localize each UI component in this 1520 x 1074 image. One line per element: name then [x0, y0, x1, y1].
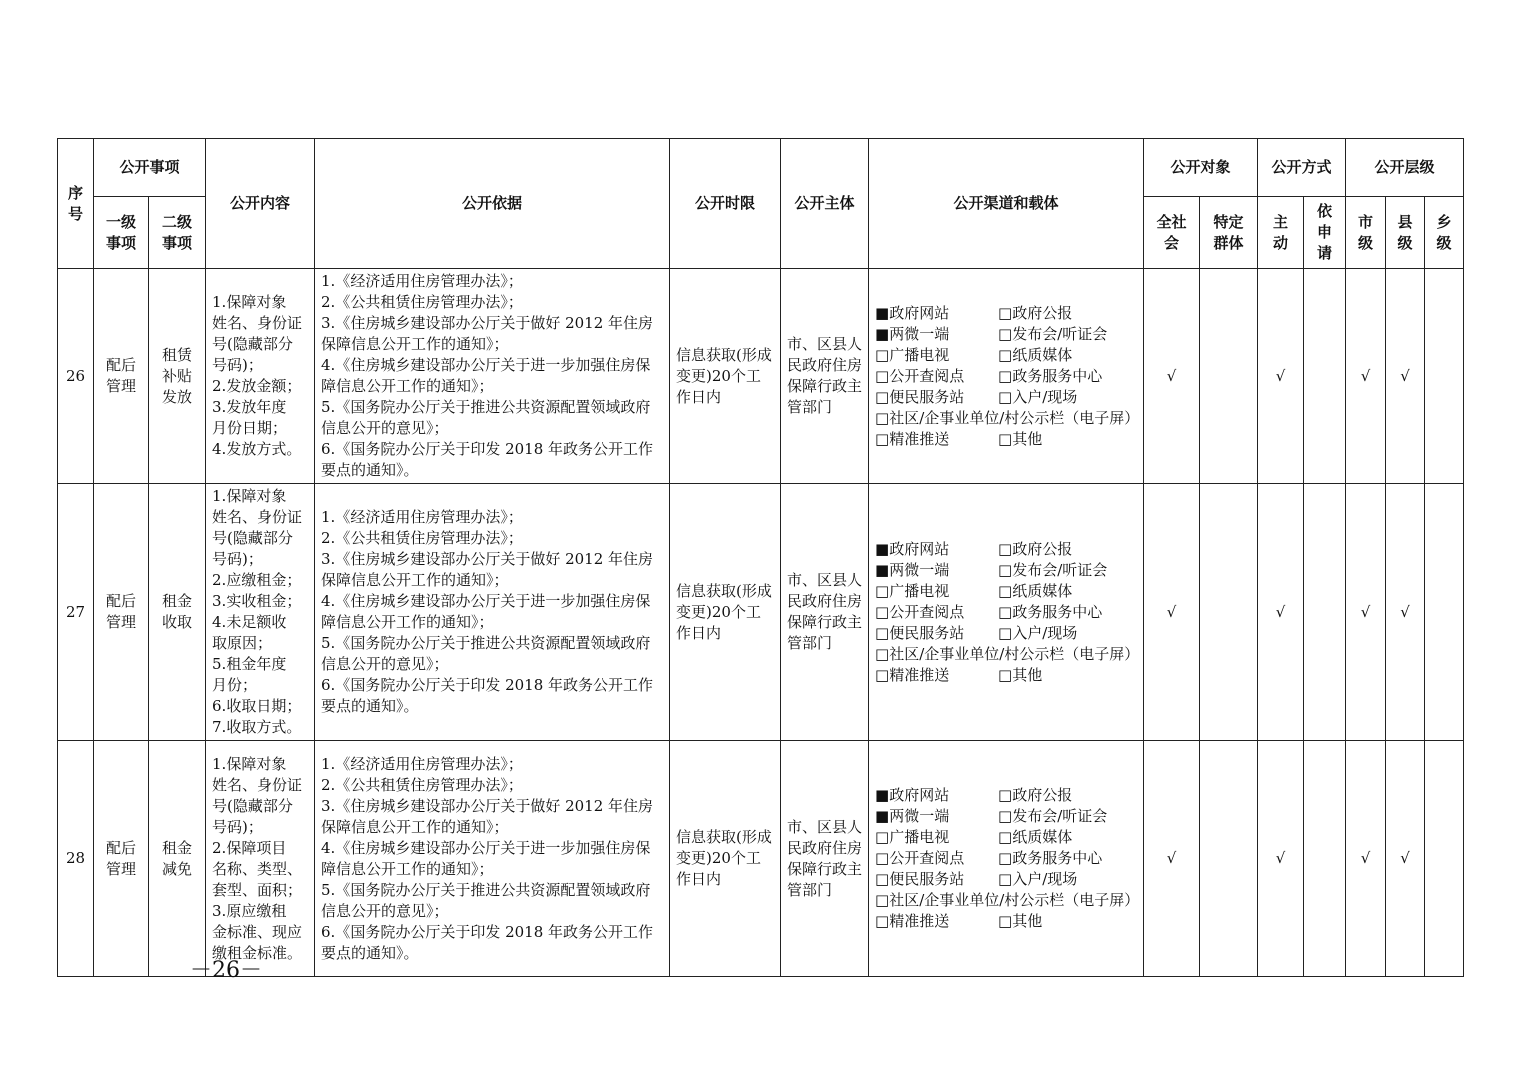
- row-level2: 租金减免: [149, 741, 206, 977]
- header-deadline: 公开时限: [670, 139, 781, 269]
- header-level-county: 县级: [1386, 197, 1425, 269]
- header-level-city: 市级: [1346, 197, 1386, 269]
- row-subject: 市、区县人民政府住房保障行政主管部门: [781, 484, 869, 741]
- header-level2: 二级事项: [149, 197, 206, 269]
- check-target-specific: [1200, 741, 1258, 977]
- check-target-specific: [1200, 269, 1258, 484]
- header-seq: 序号: [58, 139, 94, 269]
- table-row: [58, 741, 1464, 977]
- row-subject: 市、区县人民政府住房保障行政主管部门: [781, 741, 869, 977]
- check-target-all: √: [1144, 741, 1200, 977]
- header-target-specific: 特定群体: [1200, 197, 1258, 269]
- row-level1: 配后管理: [94, 269, 149, 484]
- header-item-group: 公开事项: [94, 139, 206, 197]
- check-level-town: [1425, 484, 1464, 741]
- row-subject: 市、区县人民政府住房保障行政主管部门: [781, 269, 869, 484]
- header-method-apply: 依申请: [1304, 197, 1346, 269]
- row-basis: 1.《经济适用住房管理办法》； 2.《公共租赁住房管理办法》； 3.《住房城乡建设部办公厅关于做好 2012 年住房保障信息公开工作的通知》； 4.《住房城乡建设部办公厅关于进一步加强住房保障信息公开工作的通知》； 5.《国务院办公厅关于推进公共资源配置领域政府信息公开的意见》； 6.《国务院办公厅关于印发 2018 年政务公开工作要点的通知》。: [315, 484, 670, 741]
- row-no: 26: [58, 269, 94, 484]
- check-method-active: √: [1258, 484, 1304, 741]
- row-deadline: 信息获取(形成变更)20个工作日内: [670, 741, 781, 977]
- check-level-city: √: [1346, 484, 1386, 741]
- header-content: 公开内容: [206, 139, 315, 269]
- disclosure-table: [57, 138, 1464, 977]
- row-level1: 配后管理: [94, 484, 149, 741]
- check-level-county: √: [1386, 484, 1425, 741]
- header-subject: 公开主体: [781, 139, 869, 269]
- check-target-specific: [1200, 484, 1258, 741]
- header-method-active: 主动: [1258, 197, 1304, 269]
- check-method-active: √: [1258, 269, 1304, 484]
- check-level-county: √: [1386, 741, 1425, 977]
- check-target-all: √: [1144, 484, 1200, 741]
- row-basis: 1.《经济适用住房管理办法》； 2.《公共租赁住房管理办法》； 3.《住房城乡建设部办公厅关于做好 2012 年住房保障信息公开工作的通知》； 4.《住房城乡建设部办公厅关于进一步加强住房保障信息公开工作的通知》； 5.《国务院办公厅关于推进公共资源配置领域政府信息公开的意见》； 6.《国务院办公厅关于印发 2018 年政务公开工作要点的通知》。: [315, 741, 670, 977]
- row-content: 1.保障对象 姓名、身份证 号(隐藏部分 号码)； 2.应缴租金； 3.实收租金； 4.未足额收 取原因； 5.租金年度 月份； 6.收取日期； 7.收取方式。: [206, 484, 315, 741]
- table-row: [58, 484, 1464, 741]
- check-method-apply: [1304, 484, 1346, 741]
- row-deadline: 信息获取(形成变更)20个工作日内: [670, 269, 781, 484]
- row-deadline: 信息获取(形成变更)20个工作日内: [670, 484, 781, 741]
- check-target-all: √: [1144, 269, 1200, 484]
- header-channel: 公开渠道和载体: [869, 139, 1144, 269]
- header-level-group: 公开层级: [1346, 139, 1464, 197]
- row-basis: 1.《经济适用住房管理办法》； 2.《公共租赁住房管理办法》； 3.《住房城乡建设部办公厅关于做好 2012 年住房保障信息公开工作的通知》； 4.《住房城乡建设部办公厅关于进一步加强住房保障信息公开工作的通知》； 5.《国务院办公厅关于推进公共资源配置领域政府信息公开的意见》； 6.《国务院办公厅关于印发 2018 年政务公开工作要点的通知》。: [315, 269, 670, 484]
- table-row: [58, 269, 1464, 484]
- row-level2: 租金收取: [149, 484, 206, 741]
- page-number: －26－: [190, 958, 262, 983]
- header-level-town: 乡级: [1425, 197, 1464, 269]
- row-channels: ■政府网站 □政府公报 ■两微一端 □发布会/听证会 □广播电视 □纸质媒体 □公开查阅点 □政务服务中心 □便民服务站 □入户/现场 □社区/企事业单位/村公示栏（电子屏） □精准推送 □其他: [869, 741, 1144, 977]
- check-method-apply: [1304, 741, 1346, 977]
- check-level-town: [1425, 741, 1464, 977]
- row-content: 1.保障对象 姓名、身份证 号(隐藏部分 号码)； 2.发放金额； 3.发放年度 月份日期； 4.发放方式。: [206, 269, 315, 484]
- header-target-group: 公开对象: [1144, 139, 1258, 197]
- row-level2: 租赁补贴发放: [149, 269, 206, 484]
- row-no: 27: [58, 484, 94, 741]
- header-method-group: 公开方式: [1258, 139, 1346, 197]
- check-level-city: √: [1346, 269, 1386, 484]
- check-level-city: √: [1346, 741, 1386, 977]
- check-method-apply: [1304, 269, 1346, 484]
- row-channels: ■政府网站 □政府公报 ■两微一端 □发布会/听证会 □广播电视 □纸质媒体 □公开查阅点 □政务服务中心 □便民服务站 □入户/现场 □社区/企事业单位/村公示栏（电子屏） □精准推送 □其他: [869, 484, 1144, 741]
- header-target-all: 全社会: [1144, 197, 1200, 269]
- row-level1: 配后管理: [94, 741, 149, 977]
- header-basis: 公开依据: [315, 139, 670, 269]
- header-level1: 一级事项: [94, 197, 149, 269]
- row-no: 28: [58, 741, 94, 977]
- check-level-town: [1425, 269, 1464, 484]
- row-channels: ■政府网站 □政府公报 ■两微一端 □发布会/听证会 □广播电视 □纸质媒体 □公开查阅点 □政务服务中心 □便民服务站 □入户/现场 □社区/企事业单位/村公示栏（电子屏） □精准推送 □其他: [869, 269, 1144, 484]
- check-method-active: √: [1258, 741, 1304, 977]
- row-content: 1.保障对象 姓名、身份证 号(隐藏部分 号码)； 2.保障项目 名称、类型、 套型、面积； 3.原应缴租 金标准、现应 缴租金标准。: [206, 741, 315, 977]
- check-level-county: √: [1386, 269, 1425, 484]
